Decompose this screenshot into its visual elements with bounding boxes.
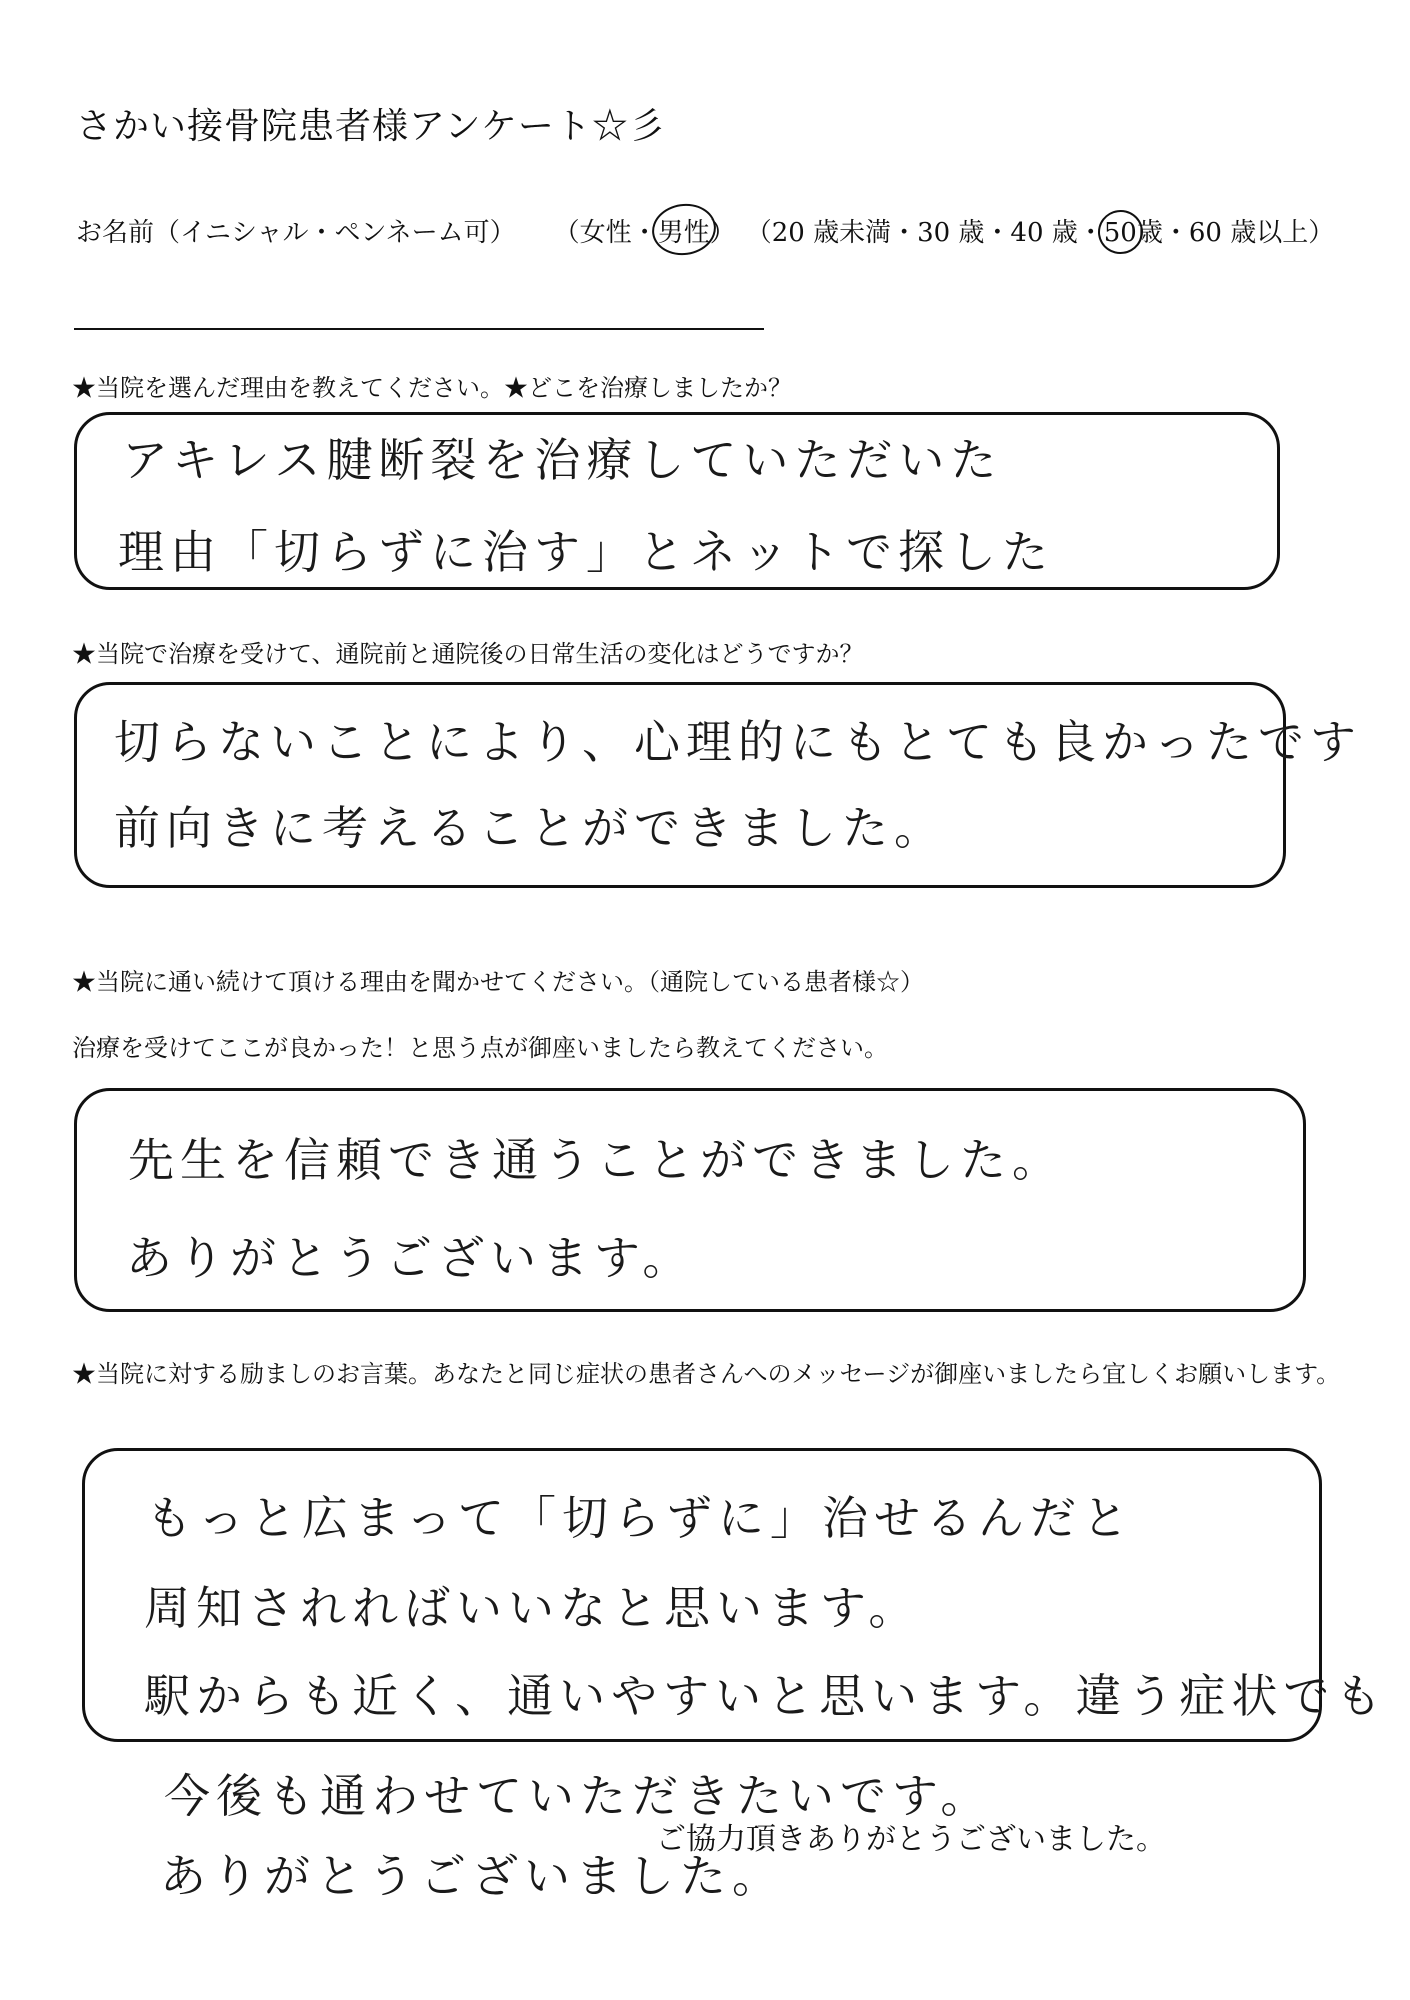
answer-4-line-4: 今後も通わせていただきたいです。 (164, 1769, 993, 1823)
answer-2-line-1: 切らないことにより、心理的にもとても良かったです (114, 715, 1362, 769)
question-2-prompt: ★当院で治療を受けて、通院前と通院後の日常生活の変化はどうですか？ (72, 640, 864, 668)
answer-3-line-1: 先生を信頼でき通うことができました。 (128, 1133, 1064, 1187)
survey-title: さかい接骨院患者様アンケート☆彡 (76, 106, 666, 147)
answer-4-line-1: もっと広まって「切らずに」治せるんだと (146, 1491, 1134, 1545)
question-1-prompt: ★当院を選んだ理由を教えてください。★どこを治療しましたか？ (72, 374, 792, 402)
gender-selected: 男性 (658, 212, 710, 249)
thanks-message: ご協力頂きありがとうございました。 (656, 1822, 1166, 1857)
question-3-prompt: ★当院に通い続けて頂ける理由を聞かせてください。（通院している患者様☆） (72, 968, 924, 996)
answer-2-line-2: 前向きに考えることができました。 (114, 801, 946, 855)
name-write-line (74, 328, 764, 330)
answer-1-line-1: アキレス腱断裂を治療していただいた (122, 433, 1003, 487)
age-selected: 50 (1103, 218, 1137, 248)
question-3-prompt-line-2: 治療を受けてここが良かった！と思う点が御座いましたら教えてください。 (72, 1034, 888, 1062)
respondent-info-row (76, 212, 1334, 249)
answer-1-line-2: 理由「切らずに治す」とネットで探した (118, 525, 1054, 579)
age-open: （20 歳未満・30 歳・40 歳・ (745, 218, 1104, 248)
answer-4-line-3: 駅からも近く、通いやすいと思います。違う症状でも (144, 1669, 1388, 1723)
question-4-prompt: ★当院に対する励ましのお言葉。あなたと同じ症状の患者さんへのメッセージが御座いましたら宜しくお願いします。 (72, 1360, 1341, 1388)
age-close: 歳・60 歳以上） (1136, 218, 1335, 248)
answer-4-line-5: ありがとうございました。 (160, 1849, 784, 1903)
gender-close: ） (709, 218, 736, 248)
gender-open: （女性・ (553, 218, 658, 248)
answer-4-line-2: 周知されればいいなと思います。 (144, 1581, 921, 1635)
name-label: お名前（イニシャル・ペンネーム可） (76, 218, 516, 248)
answer-3-line-2: ありがとうございます。 (126, 1231, 695, 1285)
